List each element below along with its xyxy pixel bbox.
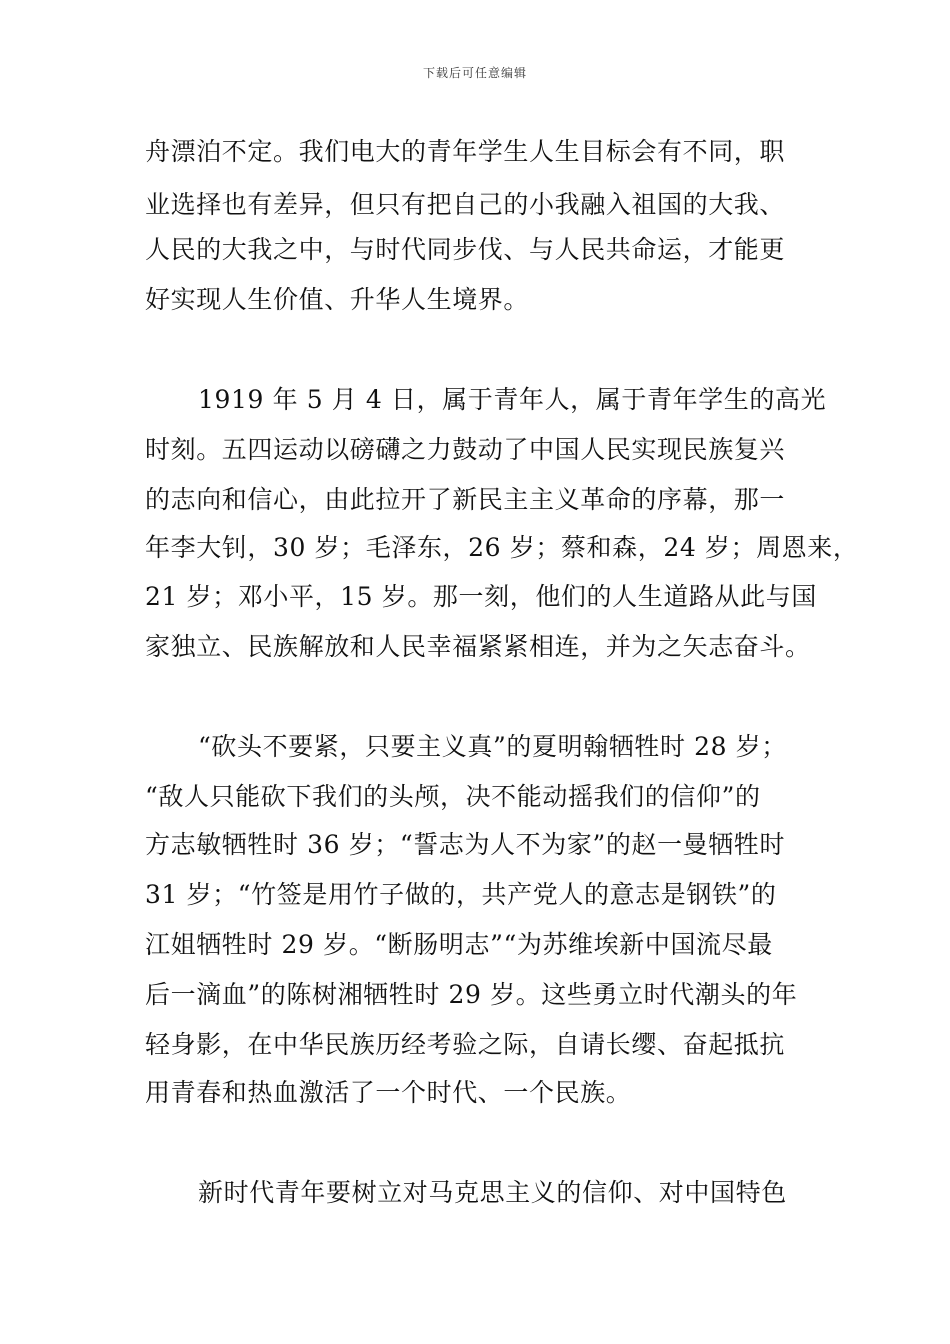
paragraph-1-line-4: 好实现人生价值、升华人生境界。: [145, 285, 530, 314]
paragraph-1-line-3: 人民的大我之中，与时代同步伐、与人民共命运，才能更: [145, 235, 786, 264]
paragraph-2-line-1: 1919 年 5 月 4 日，属于青年人，属于青年学生的高光: [198, 385, 827, 414]
paragraph-2-line-5: 21 岁；邓小平，15 岁。那一刻，他们的人生道路从此与国: [145, 582, 817, 611]
paragraph-3-line-6: 后一滴血”的陈树湘牺牲时 29 岁。这些勇立时代潮头的年: [145, 980, 798, 1009]
paragraph-1-line-2: 业选择也有差异，但只有把自己的小我融入祖国的大我、: [145, 190, 786, 219]
paragraph-3-line-1: “砍头不要紧，只要主义真”的夏明翰牺牲时 28 岁；: [198, 732, 787, 761]
paragraph-1-line-1: 舟漂泊不定。我们电大的青年学生人生目标会有不同，职: [145, 137, 786, 166]
paragraph-2-line-6: 家独立、民族解放和人民幸福紧紧相连，并为之矢志奋斗。: [145, 632, 811, 661]
page-header-note: 下载后可任意编辑: [422, 66, 527, 80]
paragraph-3-line-2: “敌人只能砍下我们的头颅，决不能动摇我们的信仰”的: [145, 782, 761, 811]
paragraph-3-line-7: 轻身影，在中华民族历经考验之际，自请长缨、奋起抵抗: [145, 1030, 786, 1059]
paragraph-2-line-4: 年李大钊，30 岁；毛泽东，26 岁；蔡和森，24 岁；周恩来，: [145, 533, 859, 562]
paragraph-3-line-5: 江姐牺牲时 29 岁。“断肠明志”“为苏维埃新中国流尽最: [145, 930, 773, 959]
paragraph-2-line-3: 的志向和信心，由此拉开了新民主主义革命的序幕，那一: [145, 485, 786, 514]
paragraph-3-line-3: 方志敏牺牲时 36 岁；“誓志为人不为家”的赵一曼牺牲时: [145, 830, 786, 859]
paragraph-4-line-1: 新时代青年要树立对马克思主义的信仰、对中国特色: [198, 1178, 787, 1207]
paragraph-3-line-4: 31 岁；“竹签是用竹子做的，共产党人的意志是钢铁”的: [145, 880, 777, 909]
paragraph-3-line-8: 用青春和热血激活了一个时代、一个民族。: [145, 1078, 632, 1107]
paragraph-2-line-2: 时刻。五四运动以磅礴之力鼓动了中国人民实现民族复兴: [145, 435, 786, 464]
